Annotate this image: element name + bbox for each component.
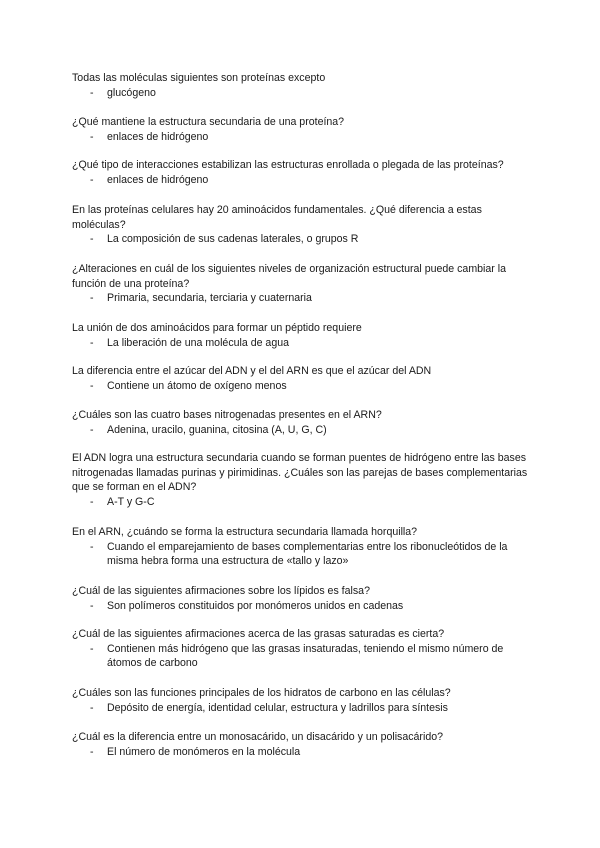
question: ¿Cuál es la diferencia entre un monosacárido, un disacárido y un polisacárido?: [72, 731, 443, 743]
question: ¿Alteraciones en cuál de los siguientes niveles de organización estructural puede cambiar la función de una proteína?: [72, 263, 507, 290]
question: La unión de dos aminoácidos para formar un péptido requiere: [72, 322, 362, 334]
answer: [72, 379, 532, 394]
answer: [72, 291, 542, 306]
answer-text: enlaces de hidrógeno: [107, 130, 209, 143]
qa-item: [72, 525, 532, 569]
answer-text: El número de monómeros en la molécula: [107, 745, 301, 758]
answer-text: A-T y G-C: [107, 495, 155, 508]
question: ¿Qué mantiene la estructura secundaria de una proteína?: [72, 116, 345, 128]
qa-item: [72, 686, 532, 715]
answer: [72, 336, 532, 351]
qa-item: [72, 364, 532, 393]
answer-text: Contiene un átomo de oxígeno menos: [107, 379, 287, 392]
answer-text: glucógeno: [107, 86, 156, 99]
bullet-dash: -: [90, 495, 94, 508]
bullet-dash: -: [90, 130, 94, 143]
qa-item: [72, 584, 532, 613]
answer: [72, 130, 532, 145]
bullet-dash: -: [90, 233, 94, 245]
qa-item: [72, 158, 542, 187]
qa-item: [72, 451, 534, 509]
bullet-dash: -: [90, 292, 94, 304]
qa-item: [72, 71, 532, 100]
question: El ADN logra una estructura secundaria cuando se forman puentes de hidrógeno entre las bases nitrogenadas llamadas purinas y pirimidinas. ¿Cuáles son las parejas de bases complementarias que se forman en el ADN?: [72, 452, 528, 493]
answer-text: Son polímeros constituidos por monómeros unidos en cadenas: [107, 599, 404, 612]
qa-item: [72, 627, 532, 671]
question: En las proteínas celulares hay 20 aminoácidos fundamentales. ¿Qué diferencia a estas moléculas?: [72, 204, 482, 231]
question: La diferencia entre el azúcar del ADN y el del ARN es que el azúcar del ADN: [72, 365, 432, 377]
bullet-dash: -: [90, 86, 94, 99]
bullet-dash: -: [90, 423, 94, 436]
answer-text: Contienen más hidrógeno que las grasas insaturadas, teniendo el mismo número de átomos de carbono: [107, 642, 504, 669]
bullet-dash: -: [90, 642, 94, 655]
answer-text: Depósito de energía, identidad celular, estructura y ladrillos para síntesis: [107, 701, 448, 714]
question: Todas las moléculas siguientes son proteínas excepto: [72, 72, 326, 84]
question: ¿Qué tipo de interacciones estabilizan las estructuras enrollada o plegada de las proteínas?: [72, 159, 504, 171]
bullet-dash: -: [90, 379, 94, 392]
question: ¿Cuál de las siguientes afirmaciones acerca de las grasas saturadas es cierta?: [72, 628, 445, 640]
answer: [72, 642, 532, 671]
question: ¿Cuáles son las funciones principales de los hidratos de carbono en las células?: [72, 687, 451, 699]
bullet-dash: -: [90, 540, 94, 553]
answer: [72, 495, 534, 510]
question: En el ARN, ¿cuándo se forma la estructura secundaria llamada horquilla?: [72, 526, 418, 538]
bullet-dash: -: [90, 701, 94, 714]
answer: [72, 232, 527, 247]
answer-text: enlaces de hidrógeno: [107, 173, 209, 186]
qa-item: [72, 262, 542, 306]
question: ¿Cuál de las siguientes afirmaciones sobre los lípidos es falsa?: [72, 585, 370, 597]
answer: [72, 423, 532, 438]
answer: [72, 599, 532, 614]
answer-text: La liberación de una molécula de agua: [107, 336, 289, 349]
answer-text: Primaria, secundaria, terciaria y cuaternaria: [107, 292, 312, 304]
qa-item: [72, 321, 532, 350]
question: ¿Cuáles son las cuatro bases nitrogenadas presentes en el ARN?: [72, 409, 382, 421]
bullet-dash: -: [90, 173, 94, 186]
qa-item: [72, 115, 532, 144]
answer: [72, 173, 542, 188]
answer-text: Adenina, uracilo, guanina, citosina (A, U, G, C): [107, 423, 327, 436]
answer-text: La composición de sus cadenas laterales, o grupos R: [107, 233, 359, 245]
qa-item: [72, 730, 532, 759]
bullet-dash: -: [90, 336, 94, 349]
qa-item: [72, 408, 532, 437]
answer: [72, 701, 532, 716]
answer-text: Cuando el emparejamiento de bases complementarias entre los ribonucleótidos de la misma hebra forma una estructura de «tallo y lazo»: [107, 540, 508, 567]
answer: [72, 86, 532, 101]
answer: [72, 745, 532, 760]
bullet-dash: -: [90, 745, 94, 758]
qa-item: [72, 203, 527, 247]
answer: [72, 540, 532, 569]
bullet-dash: -: [90, 599, 94, 612]
